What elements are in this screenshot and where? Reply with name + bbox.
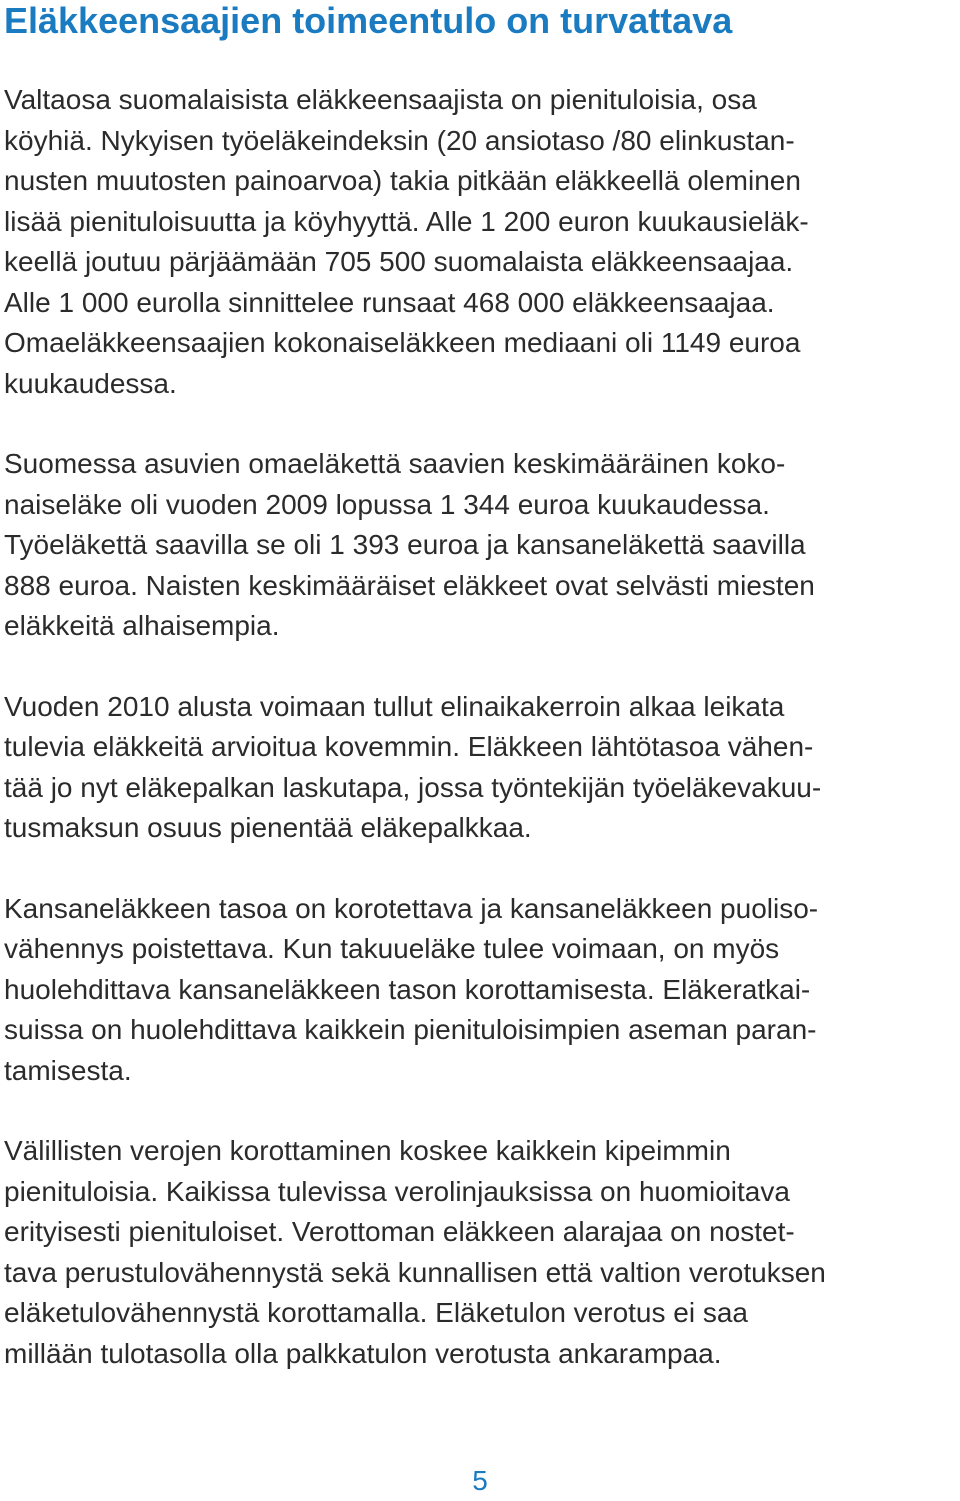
text-line: köyhiä. Nykyisen työeläkeindeksin (20 ansiotaso /80 elinkustan- (4, 124, 795, 156)
text-line: pienituloisia. Kaikissa tulevissa verolinjauksissa on huomioitava (4, 1175, 790, 1207)
text-line: tava perustulovähennystä sekä kunnallisen että valtion verotuksen (4, 1256, 826, 1288)
text-line: naiseläke oli vuoden 2009 lopussa 1 344 euroa kuukaudessa. (4, 488, 770, 520)
text-line: Työeläkettä saavilla se oli 1 393 euroa ja kansaneläkettä saavilla (4, 529, 806, 560)
text-line: erityisesti pienituloiset. Verottoman eläkkeen alarajaa on nostet- (4, 1216, 795, 1247)
text-line: Alle 1 000 eurolla sinnittelee runsaat 468 000 eläkkeensaajaa. (4, 286, 775, 318)
text-line: tulevia eläkkeitä arvioitua kovemmin. Eläkkeen lähtötasoa vähen- (4, 731, 814, 762)
text-line: Vuoden 2010 alusta voimaan tullut elinaikakerroin alkaa leikata (4, 690, 785, 722)
text-line: tusmaksun osuus pienentää eläkepalkkaa. (4, 812, 532, 843)
text-line: suissa on huolehdittava kaikkein pienituloisimpien aseman paran- (4, 1014, 817, 1045)
text-line: eläketulovähennystä korottamalla. Eläketulon verotus ei saa (4, 1297, 748, 1328)
page-title: Eläkkeensaajien toimeentulo on turvattava (4, 0, 733, 41)
text-line: huolehdittava kansaneläkkeen tason korottamisesta. Eläkeratkai- (4, 973, 811, 1005)
text-line: millään tulotasolla olla palkkatulon verotusta ankarampaa. (4, 1337, 722, 1369)
text-line: Suomessa asuvien omaeläkettä saavien keskimääräinen koko- (4, 448, 786, 479)
paragraph-5 (4, 1131, 960, 1374)
text-line: kuukaudessa. (4, 367, 177, 399)
text-line: Kansaneläkkeen tasoa on korotettava ja kansaneläkkeen puoliso- (4, 892, 819, 924)
paragraph-3 (4, 687, 960, 849)
text-line: nusten muutosten painoarvoa) takia pitkään eläkkeellä oleminen (4, 165, 801, 196)
body-text (4, 80, 960, 1414)
paragraph-1 (4, 80, 960, 404)
text-line: tää jo nyt eläkepalkan laskutapa, jossa työntekijän työeläkevakuu- (4, 771, 822, 803)
page-number: 5 (472, 1465, 488, 1496)
text-line: eläkkeitä alhaisempia. (4, 610, 280, 641)
text-line: Välillisten verojen korottaminen koskee kaikkein kipeimmin (4, 1135, 731, 1166)
text-line: vähennys poistettava. Kun takuueläke tulee voimaan, on myös (4, 933, 780, 964)
text-line: lisää pienituloisuutta ja köyhyyttä. Alle 1 200 euron kuukausieläk- (4, 205, 809, 237)
text-line: Valtaosa suomalaisista eläkkeensaajista on pienituloisia, osa (4, 84, 757, 115)
text-line: 888 euroa. Naisten keskimääräiset eläkkeet ovat selvästi miesten (4, 569, 815, 601)
paragraph-4 (4, 889, 960, 1092)
paragraph-2 (4, 444, 960, 647)
text-line: tamisesta. (4, 1054, 132, 1086)
text-line: Omaeläkkeensaajien kokonaiseläkkeen mediaani oli 1149 euroa (4, 327, 801, 358)
text-line: keellä joutuu pärjäämään 705 500 suomalaista eläkkeensaajaa. (4, 246, 794, 277)
